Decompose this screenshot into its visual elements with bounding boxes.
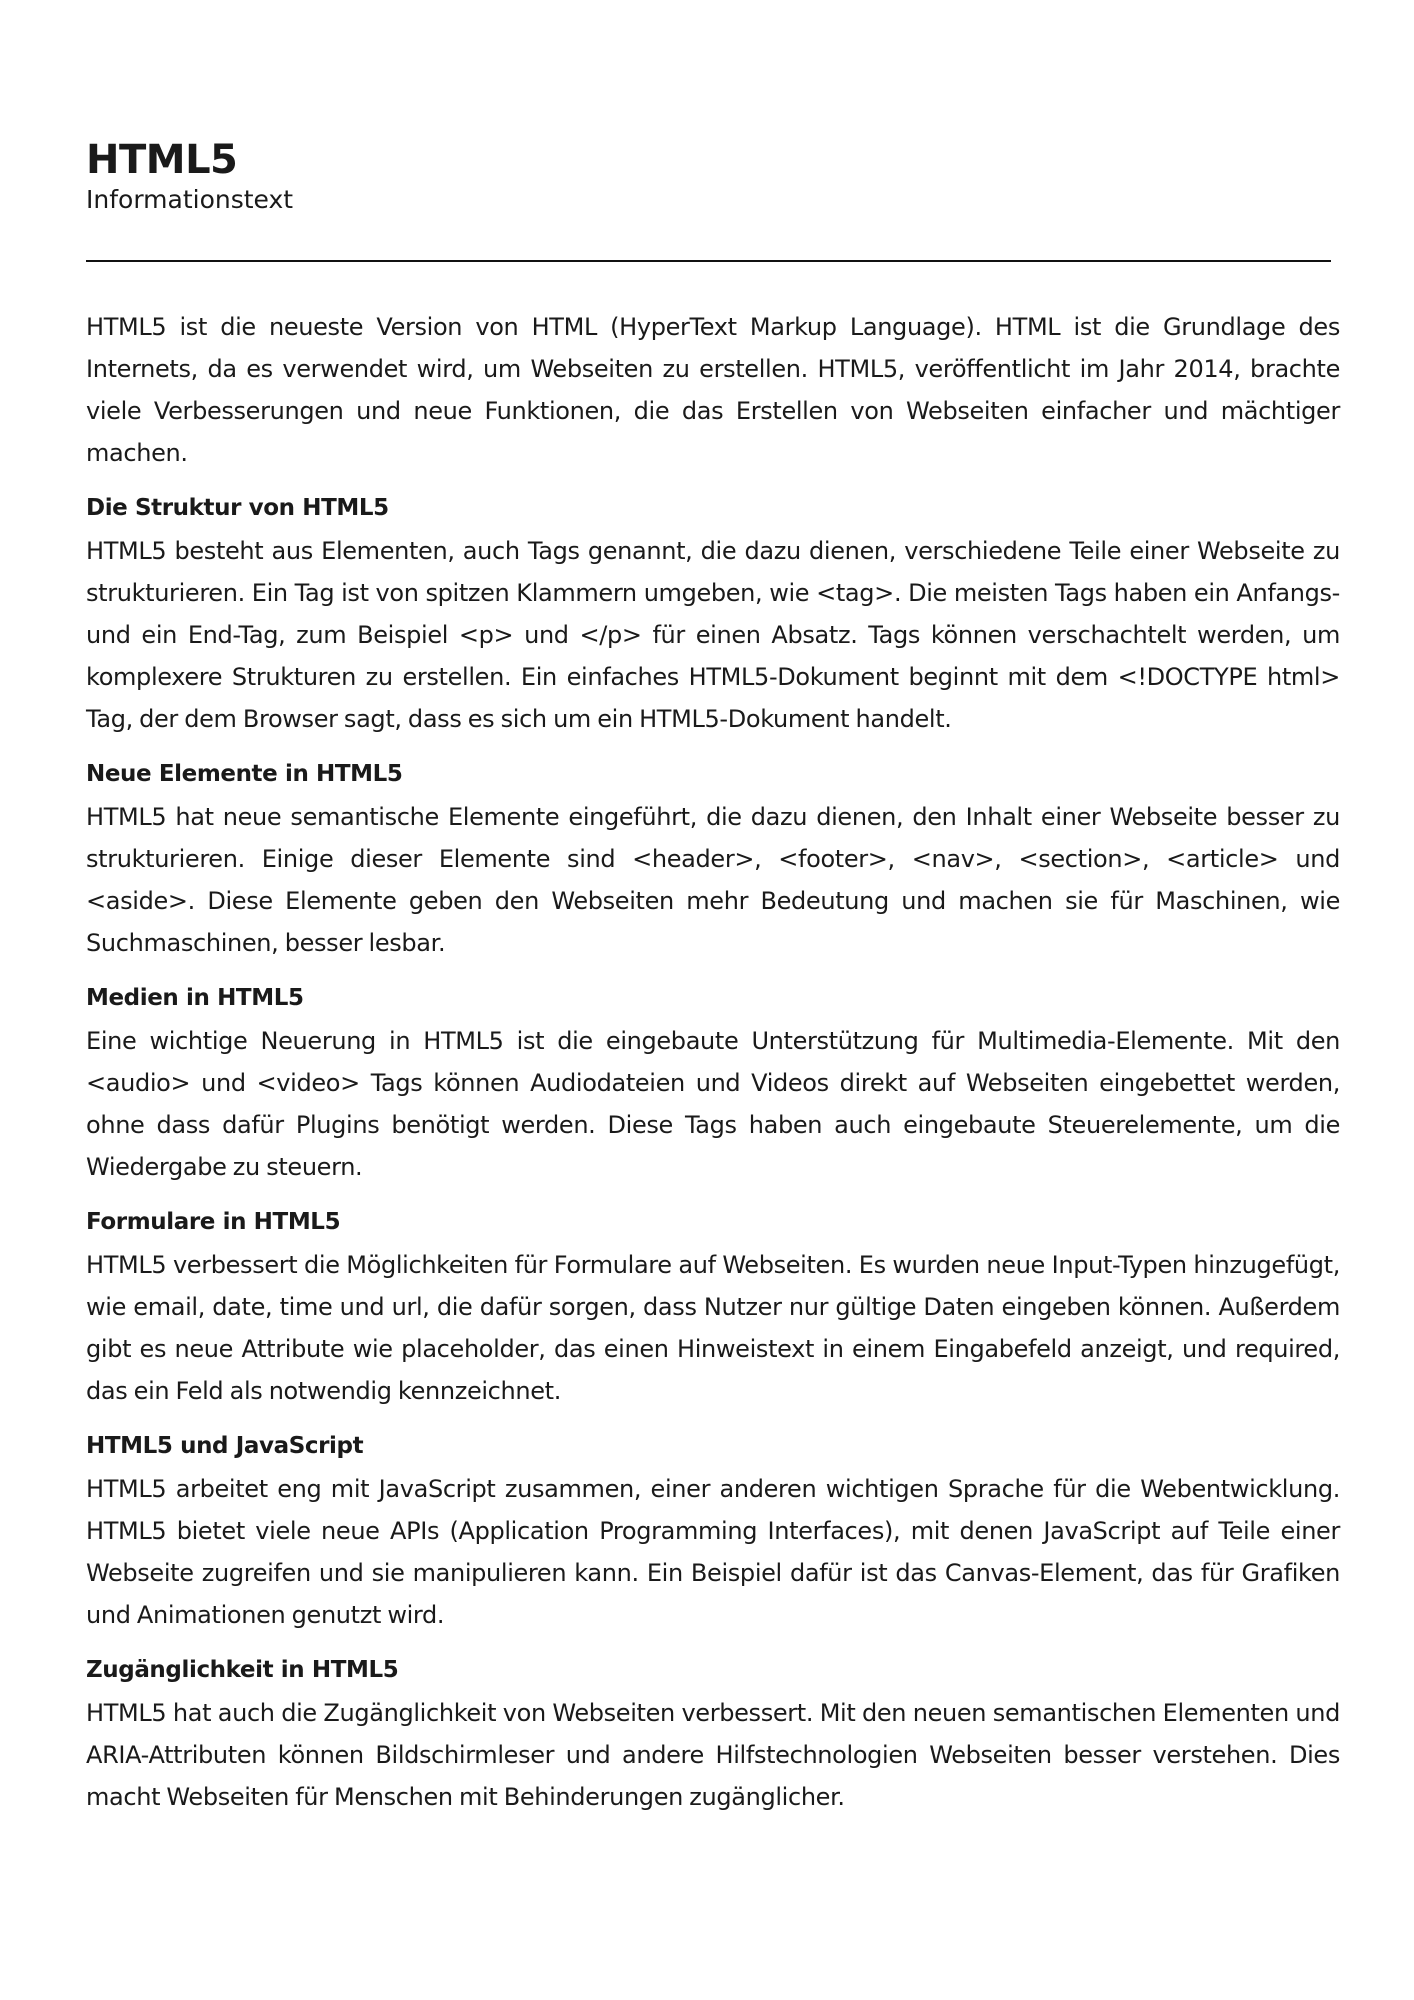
section-forms xyxy=(86,1202,1340,1412)
document-body xyxy=(86,306,1340,1818)
section-heading: Formulare in HTML5 xyxy=(86,1209,341,1235)
section-heading: Medien in HTML5 xyxy=(86,985,304,1011)
document-subtitle: Informationstext xyxy=(86,185,294,214)
document-page xyxy=(86,138,1340,1828)
title-divider xyxy=(86,260,1331,262)
section-structure xyxy=(86,488,1340,740)
section-paragraph: HTML5 arbeitet eng mit JavaScript zusammen, einer anderen wichtigen Sprache für die Webentwicklung. HTML5 bietet viele neue APIs (Application Programming Interfaces), mit denen JavaScript auf Teile einer Webseite zugreifen und sie manipulieren kann. Ein Beispiel dafür ist das Canvas-Element, das für Grafiken und Animationen genutzt wird. xyxy=(86,1475,1340,1629)
section-paragraph: Eine wichtige Neuerung in HTML5 ist die eingebaute Unterstützung für Multimedia-Elemente. Mit den <audio> und <video> Tags können Audiodateien und Videos direkt auf Webseiten eingebettet werden, ohne dass dafür Plugins benötigt werden. Diese Tags haben auch eingebaute Steuerelemente, um die Wiedergabe zu steuern. xyxy=(86,1027,1340,1181)
section-heading: HTML5 und JavaScript xyxy=(86,1433,364,1459)
section-heading: Neue Elemente in HTML5 xyxy=(86,761,403,787)
document-title: HTML5 xyxy=(86,137,238,183)
section-paragraph: HTML5 hat auch die Zugänglichkeit von Webseiten verbessert. Mit den neuen semantischen Elementen und ARIA-Attributen können Bildschirmleser und andere Hilfstechnologien Webseiten besser verstehen. Dies macht Webseiten für Menschen mit Behinderungen zugänglicher. xyxy=(86,1699,1340,1811)
section-new-elements xyxy=(86,754,1340,964)
section-heading: Die Struktur von HTML5 xyxy=(86,495,389,521)
section-heading: Zugänglichkeit in HTML5 xyxy=(86,1657,399,1683)
section-paragraph: HTML5 hat neue semantische Elemente eingeführt, die dazu dienen, den Inhalt einer Webseite besser zu strukturieren. Einige dieser Elemente sind <header>, <footer>, <nav>, <section>, <article> und <aside>. Diese Elemente geben den Webseiten mehr Bedeutung und machen sie für Maschinen, wie Suchmaschinen, besser lesbar. xyxy=(86,803,1340,957)
section-paragraph: HTML5 verbessert die Möglichkeiten für Formulare auf Webseiten. Es wurden neue Input-Typen hinzugefügt, wie email, date, time und url, die dafür sorgen, dass Nutzer nur gültige Daten eingeben können. Außerdem gibt es neue Attribute wie placeholder, das einen Hinweistext in einem Eingabefeld anzeigt, und required, das ein Feld als notwendig kennzeichnet. xyxy=(86,1251,1340,1405)
section-accessibility xyxy=(86,1650,1340,1818)
intro-paragraph: HTML5 ist die neueste Version von HTML (HyperText Markup Language). HTML ist die Grundlage des Internets, da es verwendet wird, um Webseiten zu erstellen. HTML5, veröffentlicht im Jahr 2014, brachte viele Verbesserungen und neue Funktionen, die das Erstellen von Webseiten einfacher und mächtiger machen. xyxy=(86,313,1340,467)
section-javascript xyxy=(86,1426,1340,1636)
section-media xyxy=(86,978,1340,1188)
section-paragraph: HTML5 besteht aus Elementen, auch Tags genannt, die dazu dienen, verschiedene Teile einer Webseite zu strukturieren. Ein Tag ist von spitzen Klammern umgeben, wie <tag>. Die meisten Tags haben ein Anfangs- und ein End-Tag, zum Beispiel <p> und </p> für einen Absatz. Tags können verschachtelt werden, um komplexere Strukturen zu erstellen. Ein einfaches HTML5-Dokument beginnt mit dem <!DOCTYPE html> Tag, der dem Browser sagt, dass es sich um ein HTML5-Dokument handelt. xyxy=(86,537,1340,733)
